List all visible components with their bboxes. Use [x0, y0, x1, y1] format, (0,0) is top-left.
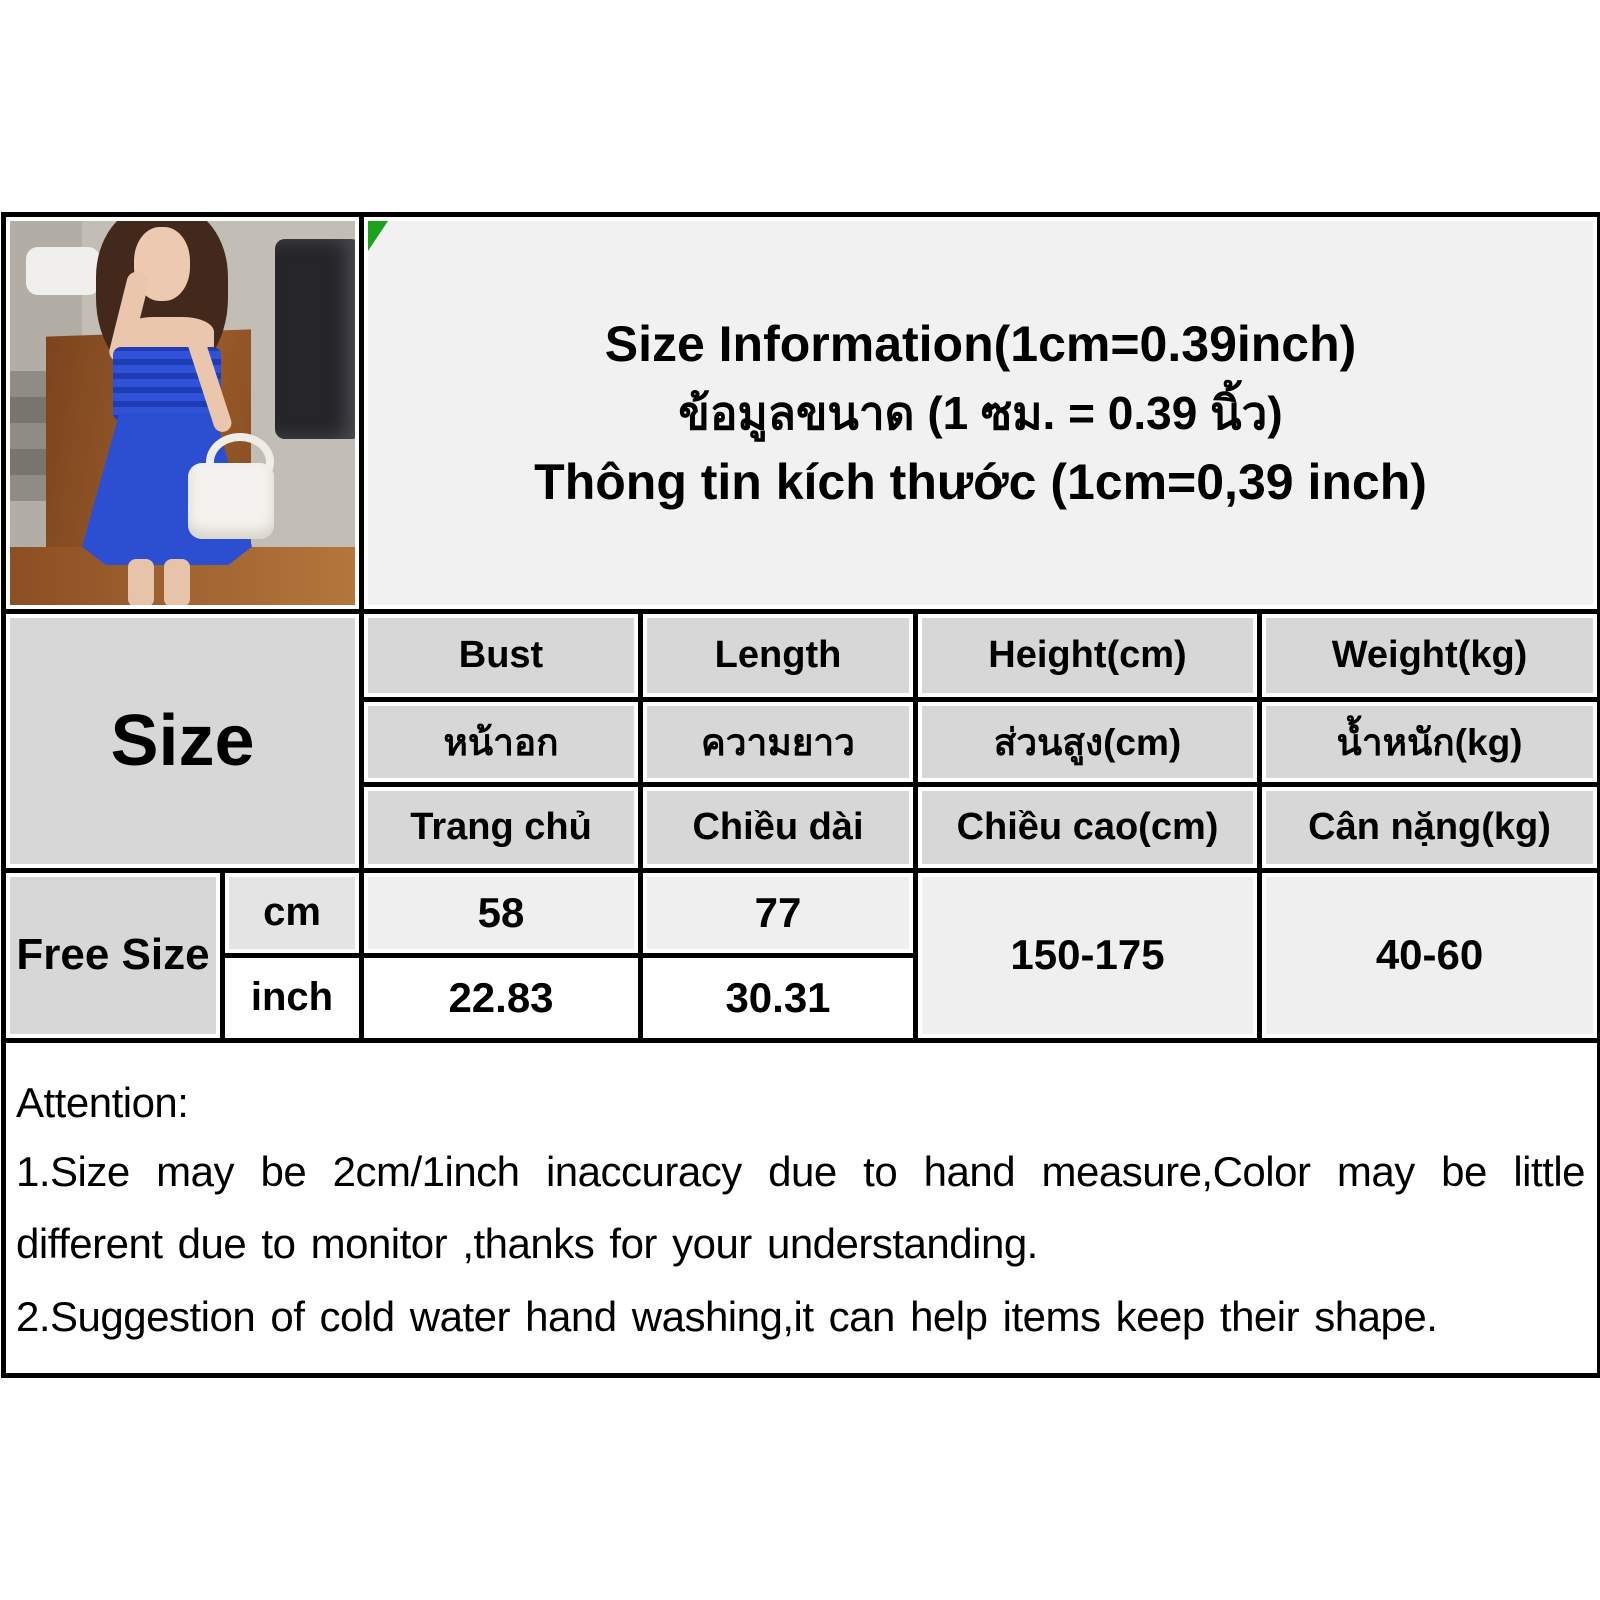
photo-pillow: [26, 247, 100, 295]
size-chart-table: [1, 212, 1600, 1378]
photo-chair: [275, 239, 355, 439]
green-corner-marker-icon: [368, 221, 388, 251]
unit-inch-cell: inch: [223, 955, 362, 1040]
model-leg: [128, 559, 154, 605]
product-photo: [10, 221, 355, 605]
weight-range-cell: [1260, 870, 1600, 1040]
header-height-vi: Chiều cao(cm): [916, 785, 1260, 870]
length-inch-value: 30.31: [641, 955, 916, 1040]
model-leg: [164, 559, 190, 605]
header-weight-en: Weight(kg): [1260, 612, 1600, 700]
title-block: [368, 221, 1593, 605]
bust-inch-value: 22.83: [362, 955, 641, 1040]
free-size-label: Free Size: [10, 877, 216, 1034]
title-vietnamese: Thông tin kích thước (1cm=0,39 inch): [534, 453, 1427, 510]
bust-cm-value: 58: [362, 870, 641, 955]
header-bust-en: Bust: [362, 612, 641, 700]
height-range-value: 150-175: [922, 877, 1253, 1034]
white-handbag: [188, 463, 274, 539]
header-weight-vi: Cân nặng(kg): [1260, 785, 1600, 870]
header-bust-th: หน้าอก: [362, 700, 641, 785]
length-cm-value: 77: [641, 870, 916, 955]
product-photo-cell: [4, 215, 362, 612]
weight-range-value: 40-60: [1266, 877, 1593, 1034]
attention-note-2: 2.Suggestion of cold water hand washing,it can help items keep their shape.: [16, 1292, 1438, 1340]
title-cell: [362, 215, 1600, 612]
height-range-cell: [916, 870, 1260, 1040]
unit-cm-cell: cm: [223, 870, 362, 955]
title-english: Size Information(1cm=0.39inch): [604, 315, 1357, 372]
title-thai: ข้อมูลขนาด (1 ซม. = 0.39 นิ้ว): [678, 386, 1283, 439]
size-label-cell: [4, 612, 362, 870]
header-bust-vi: Trang chủ: [362, 785, 641, 870]
header-length-th: ความยาว: [641, 700, 916, 785]
header-length-vi: Chiều dài: [641, 785, 916, 870]
header-height-en: Height(cm): [916, 612, 1260, 700]
header-weight-th: น้ำหนัก(kg): [1260, 700, 1600, 785]
size-label: Size: [10, 618, 355, 863]
attention-note-1: 1.Size may be 2cm/1inch inaccuracy due to hand measure,Color may be little different due to monitor ,thanks for your understanding.: [16, 1148, 1586, 1268]
attention-section: [4, 1040, 1600, 1375]
header-length-en: Length: [641, 612, 916, 700]
free-size-cell: [4, 870, 223, 1040]
attention-heading: Attention:: [16, 1078, 189, 1126]
header-height-th: ส่วนสูง(cm): [916, 700, 1260, 785]
